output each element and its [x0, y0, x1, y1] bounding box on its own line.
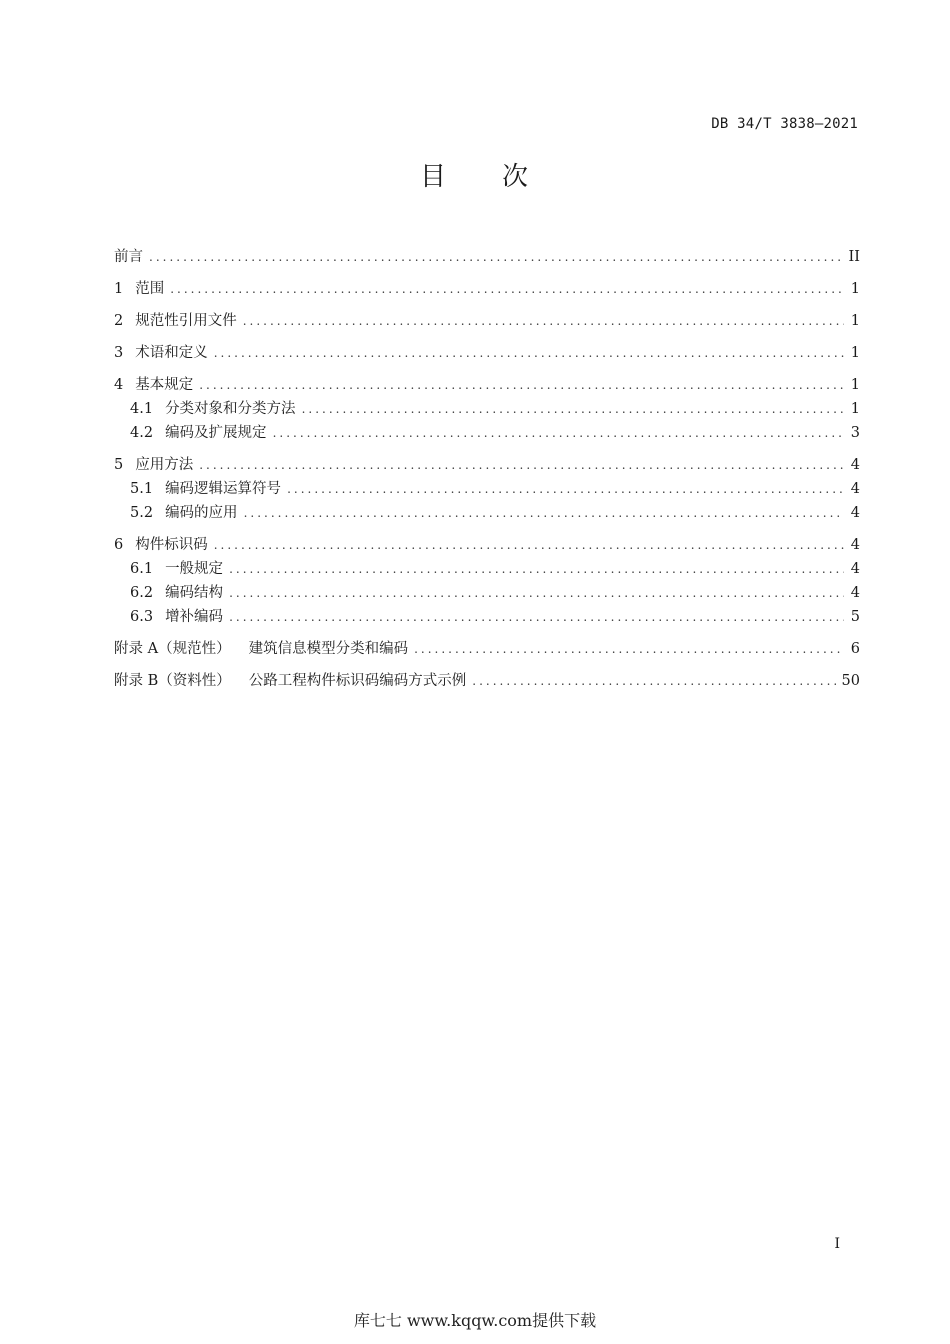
- toc-entry-appendix-a[interactable]: [114, 637, 860, 661]
- toc-entry-number: 1: [114, 281, 124, 297]
- toc-entry-number: 6.2: [130, 585, 154, 601]
- toc-entry-page: 5: [850, 609, 860, 625]
- toc-entry-page: 4: [850, 457, 860, 473]
- toc-entry-label: 术语和定义: [135, 345, 208, 361]
- toc-entry-1[interactable]: [114, 277, 860, 301]
- toc-entry-number: 6: [114, 537, 124, 553]
- toc-entry-number: 5.1: [130, 481, 154, 497]
- toc-entry-number: 6.1: [130, 561, 154, 577]
- toc-entry-label: 范围: [135, 281, 165, 297]
- toc-entry-6[interactable]: [114, 533, 860, 557]
- toc-entry-label: 应用方法: [135, 457, 194, 473]
- toc-entry-number: 3: [114, 345, 124, 361]
- toc-entry-number: 4.2: [130, 425, 154, 441]
- page-number: I: [834, 1236, 840, 1252]
- toc-leader-dots: [214, 533, 844, 557]
- toc-leader-dots: [244, 501, 844, 525]
- toc-entry-number: 6.3: [130, 609, 154, 625]
- toc-entry-number: 2: [114, 313, 124, 329]
- toc-entry-label: 编码的应用: [165, 505, 238, 521]
- toc-entry-label: 基本规定: [135, 377, 194, 393]
- toc-entry-label: 分类对象和分类方法: [165, 401, 296, 417]
- toc-entry-5-2[interactable]: [114, 501, 860, 525]
- toc-entry-page: 1: [850, 345, 860, 361]
- toc-entry-page: 1: [850, 313, 860, 329]
- toc-entry-4[interactable]: [114, 373, 860, 397]
- toc-entry-6-1[interactable]: [114, 557, 860, 581]
- toc-entry-foreword[interactable]: [114, 245, 860, 269]
- toc-entry-label: [114, 637, 408, 661]
- toc-leader-dots: [170, 277, 844, 301]
- toc-entry-page: II: [848, 249, 860, 265]
- toc-entry-label: 增补编码: [165, 609, 224, 625]
- toc-leader-dots: [287, 477, 844, 501]
- page-title-part1: 目: [419, 162, 448, 192]
- toc-entry-label: 编码结构: [165, 585, 224, 601]
- toc-entry-5[interactable]: [114, 453, 860, 477]
- table-of-contents: [114, 245, 860, 693]
- standard-code: DB 34/T 3838—2021: [711, 116, 858, 132]
- toc-entry-page: 4: [850, 537, 860, 553]
- toc-entry-appendix-b[interactable]: [114, 669, 860, 693]
- toc-entry-label: 一般规定: [165, 561, 224, 577]
- toc-entry-4-1[interactable]: [114, 397, 860, 421]
- appendix-title: 公路工程构件标识码编码方式示例: [248, 673, 467, 689]
- toc-leader-dots: [149, 245, 843, 269]
- toc-entry-6-3[interactable]: [114, 605, 860, 629]
- toc-entry-page: 4: [850, 505, 860, 521]
- download-watermark: 库七七 www.kqqw.com提供下载: [353, 1311, 597, 1330]
- toc-leader-dots: [414, 637, 844, 661]
- appendix-title: 建筑信息模型分类和编码: [248, 641, 409, 657]
- page-title-part2: 次: [502, 162, 531, 192]
- toc-entry-label: [114, 669, 466, 693]
- page-title: [0, 156, 950, 193]
- toc-leader-dots: [302, 397, 844, 421]
- toc-entry-page: 4: [850, 585, 860, 601]
- toc-entry-4-2[interactable]: [114, 421, 860, 445]
- toc-entry-label: 编码及扩展规定: [165, 425, 267, 441]
- appendix-prefix: 附录 B（资料性）: [114, 673, 231, 689]
- toc-leader-dots: [214, 341, 844, 365]
- toc-leader-dots: [199, 373, 844, 397]
- toc-entry-number: 4: [114, 377, 124, 393]
- toc-entry-number: 5.2: [130, 505, 154, 521]
- toc-leader-dots: [472, 669, 835, 693]
- toc-leader-dots: [199, 453, 844, 477]
- toc-entry-label: 编码逻辑运算符号: [165, 481, 282, 497]
- toc-entry-number: 5: [114, 457, 124, 473]
- toc-entry-page: 1: [850, 377, 860, 393]
- toc-entry-page: 1: [850, 401, 860, 417]
- appendix-prefix: 附录 A（规范性）: [114, 641, 231, 657]
- toc-leader-dots: [229, 605, 844, 629]
- toc-entry-page: 6: [850, 641, 860, 657]
- toc-entry-2[interactable]: [114, 309, 860, 333]
- toc-entry-label: 前言: [114, 249, 143, 265]
- toc-entry-label: 构件标识码: [135, 537, 208, 553]
- toc-entry-page: 3: [850, 425, 860, 441]
- toc-entry-number: 4.1: [130, 401, 154, 417]
- toc-leader-dots: [229, 557, 844, 581]
- toc-entry-5-1[interactable]: [114, 477, 860, 501]
- toc-entry-page: 1: [850, 281, 860, 297]
- toc-entry-6-2[interactable]: [114, 581, 860, 605]
- toc-leader-dots: [273, 421, 844, 445]
- toc-entry-label: 规范性引用文件: [135, 313, 237, 329]
- toc-entry-page: 50: [841, 673, 860, 689]
- toc-leader-dots: [229, 581, 844, 605]
- toc-entry-page: 4: [850, 561, 860, 577]
- toc-entry-3[interactable]: [114, 341, 860, 365]
- toc-leader-dots: [243, 309, 844, 333]
- toc-entry-page: 4: [850, 481, 860, 497]
